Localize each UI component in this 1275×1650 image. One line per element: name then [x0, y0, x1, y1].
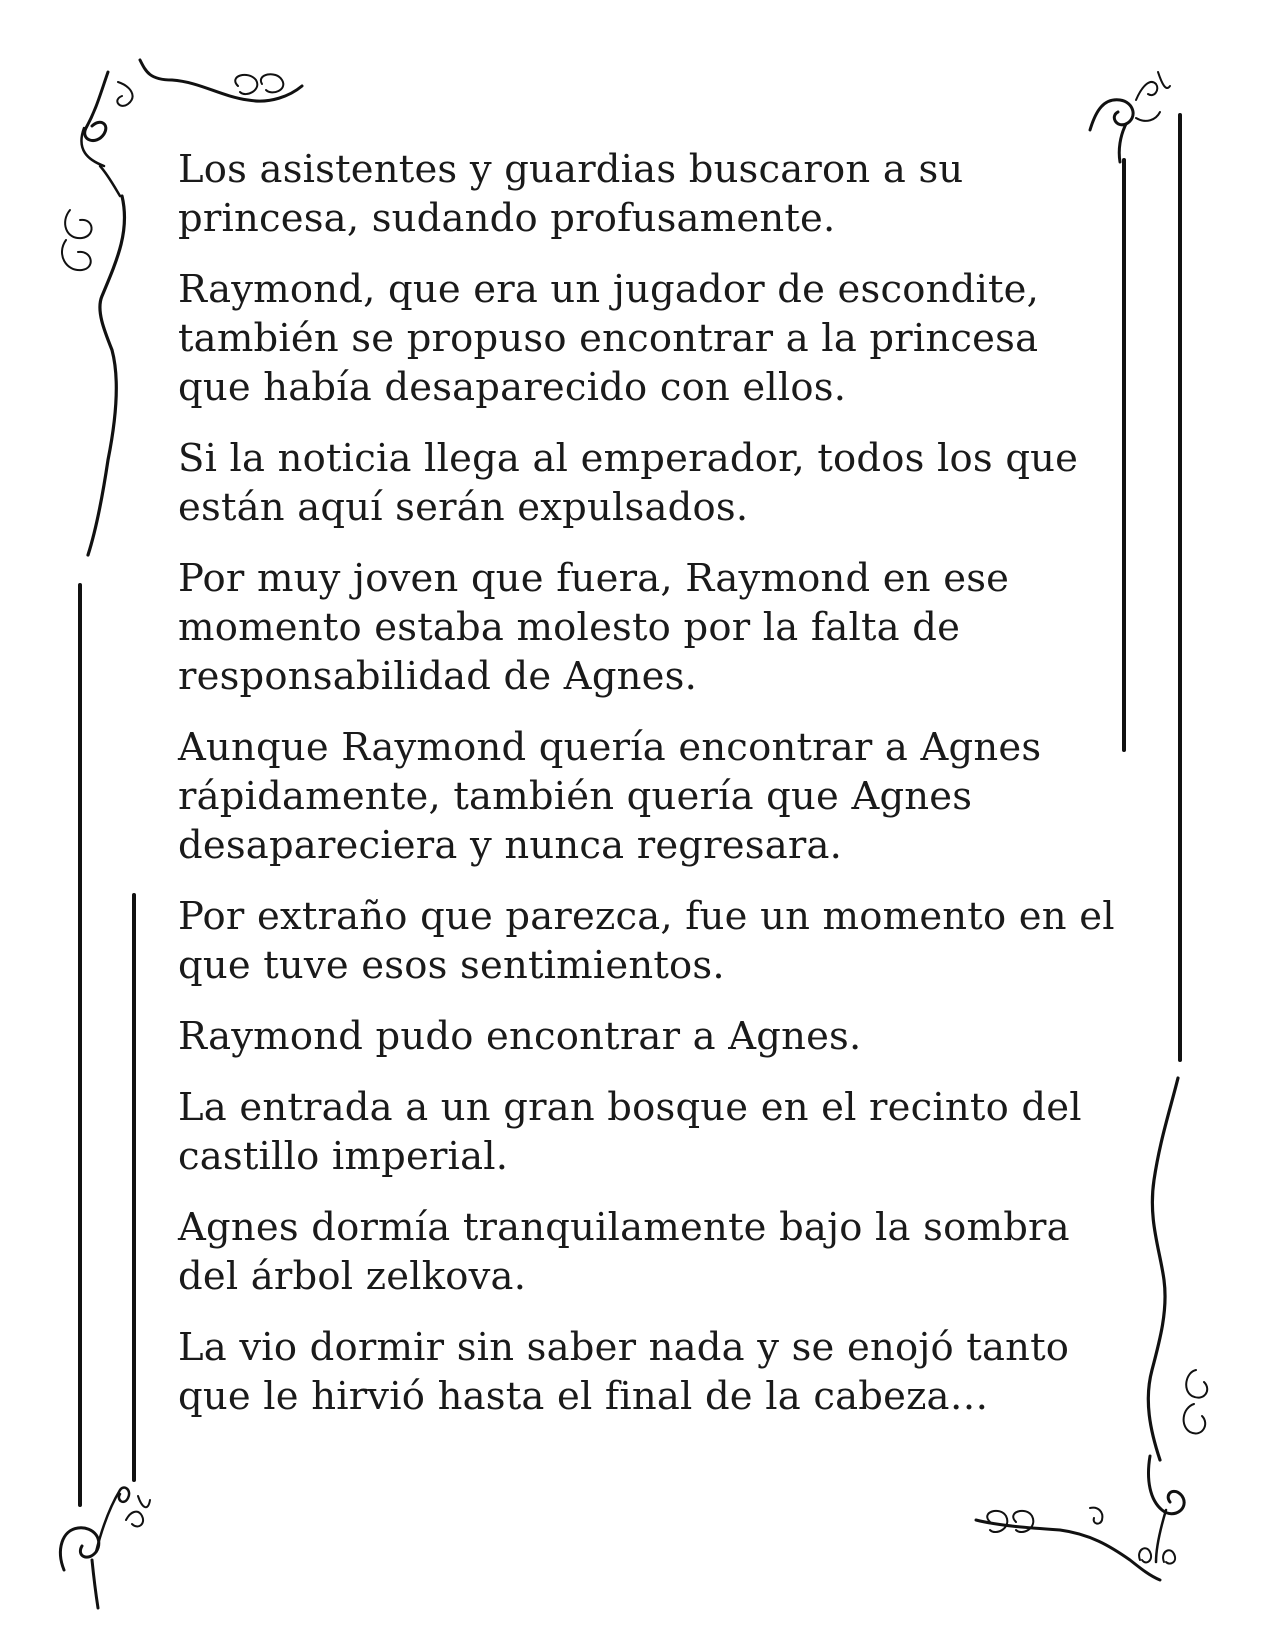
paragraph: La vio dormir sin saber nada y se enojó tanto que le hirvió hasta el final de la cabeza… [178, 1325, 1070, 1419]
bottom-left-flourish-icon [60, 1488, 150, 1608]
body-text [178, 145, 1118, 1443]
paragraph: Los asistentes y guardias buscaron a su princesa, sudando profusamente. [178, 147, 964, 241]
paragraph: Agnes dormía tranquilamente bajo la sombra del árbol zelkova. [178, 1205, 1070, 1299]
paragraph: Si la noticia llega al emperador, todos los que están aquí serán expulsados. [178, 436, 1079, 530]
paragraph: Por muy joven que fuera, Raymond en ese momento estaba molesto por la falta de responsabilidad de Agnes. [178, 556, 1010, 699]
paragraph: Raymond pudo encontrar a Agnes. [178, 1014, 862, 1059]
paragraph: Aunque Raymond quería encontrar a Agnes rápidamente, también quería que Agnes desapareciera y nunca regresara. [178, 725, 1042, 868]
paragraph: Raymond, que era un jugador de escondite, también se propuso encontrar a la princesa que había desaparecido con ellos. [178, 267, 1040, 410]
paragraph: La entrada a un gran bosque en el recinto del castillo imperial. [178, 1085, 1082, 1179]
paragraph: Por extraño que parezca, fue un momento en el que tuve esos sentimientos. [178, 894, 1115, 988]
